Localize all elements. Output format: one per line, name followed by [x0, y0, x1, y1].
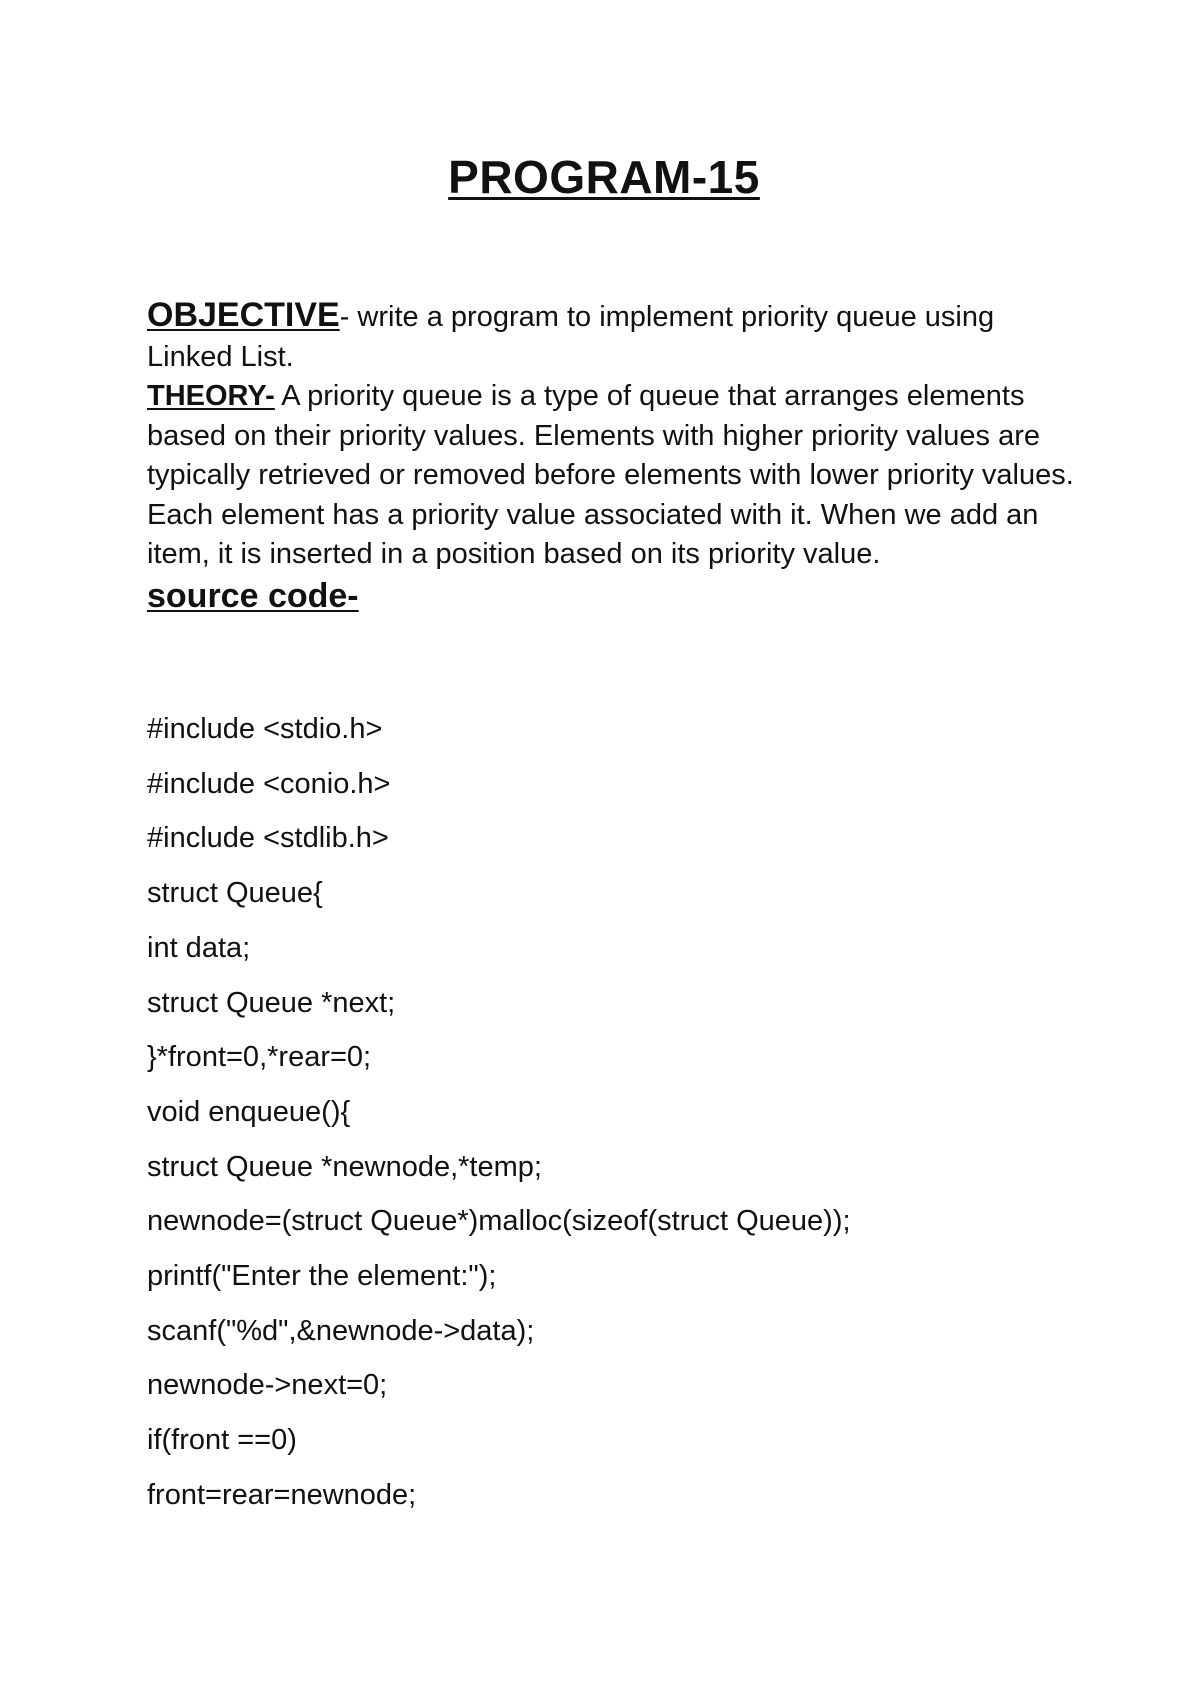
- code-line: newnode->next=0;: [147, 1369, 388, 1402]
- code-line: void enqueue(){: [147, 1095, 351, 1128]
- code-line: #include <conio.h>: [147, 767, 391, 800]
- code-line: struct Queue *next;: [147, 986, 396, 1019]
- code-line: #include <stdlib.h>: [147, 822, 389, 855]
- code-line: if(front ==0): [147, 1424, 297, 1457]
- objective-paragraph: [147, 296, 1077, 377]
- code-line: printf("Enter the element:");: [147, 1260, 497, 1293]
- prose-section: [147, 296, 1077, 617]
- code-line: front=rear=newnode;: [147, 1478, 417, 1511]
- page-title-text: PROGRAM-15: [448, 151, 760, 203]
- code-line: int data;: [147, 931, 251, 964]
- code-line: struct Queue{: [147, 877, 323, 910]
- theory-text: A priority queue is a type of queue that arranges elements based on their priority values. Elements with higher priority values are typically retrieved or removed before elements with lower priority values. Each element has a priority value associated with it. When we add an item, it is inserted in a position based on its priority value.: [147, 380, 1074, 570]
- objective-text: - write a program to implement priority queue using Linked List.: [147, 301, 995, 373]
- source-code-heading: source code-: [147, 576, 359, 615]
- page-title: [0, 150, 1200, 204]
- objective-label: OBJECTIVE: [147, 296, 340, 334]
- code-line: }*front=0,*rear=0;: [147, 1041, 372, 1074]
- theory-label: THEORY-: [147, 380, 275, 412]
- theory-paragraph: [147, 377, 1077, 575]
- code-line: struct Queue *newnode,*temp;: [147, 1150, 542, 1183]
- code-line: scanf("%d",&newnode->data);: [147, 1314, 535, 1347]
- code-line: newnode=(struct Queue*)malloc(sizeof(struct Queue));: [147, 1205, 851, 1238]
- code-line: #include <stdio.h>: [147, 713, 383, 745]
- source-code-block: [147, 702, 1147, 1523]
